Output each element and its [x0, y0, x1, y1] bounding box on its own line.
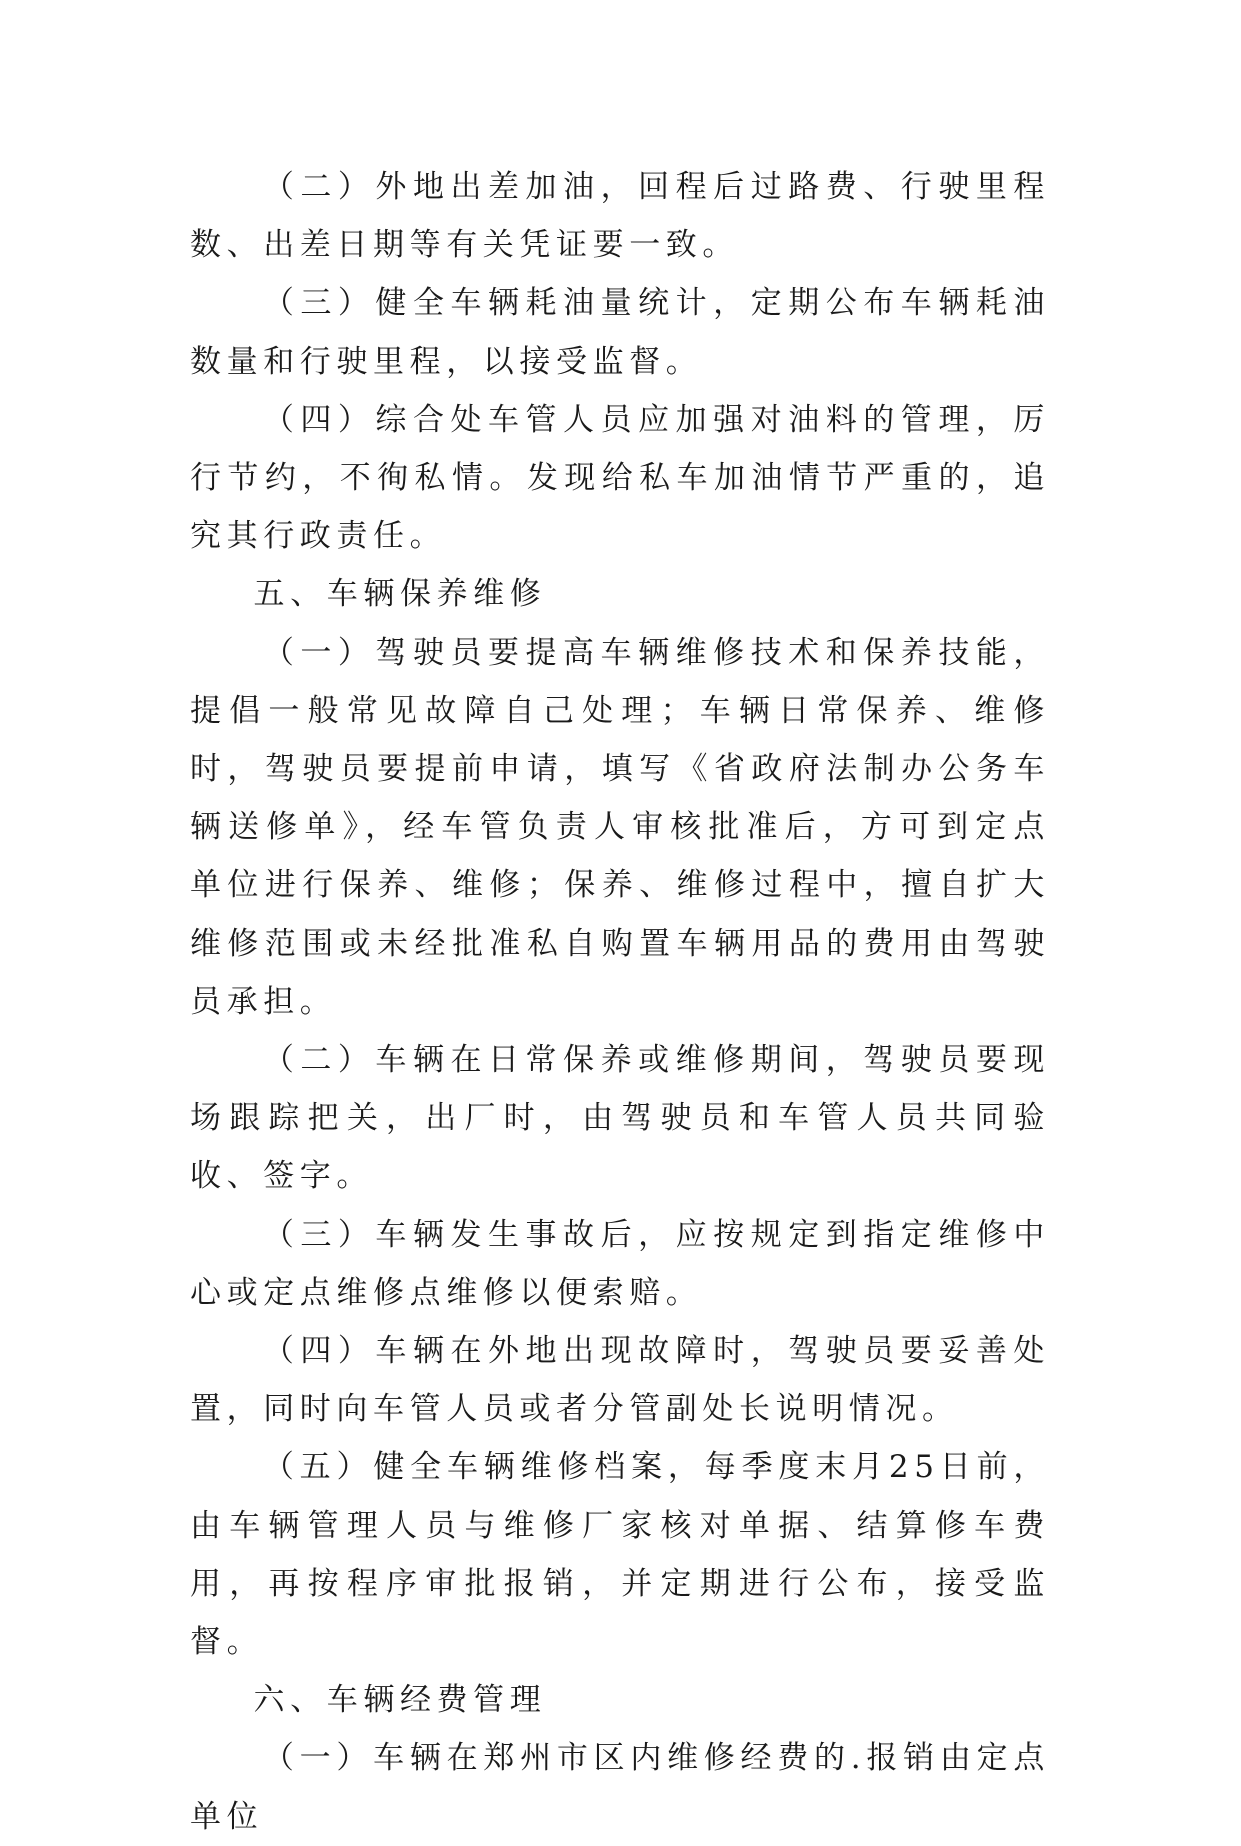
paragraph-fuel-management: （四）综合处车管人员应加强对油料的管理，厉行节约，不徇私情。发现给私车加油情节严重的，追究其行政责任。 [190, 401, 1050, 555]
paragraph-repair-reimbursement: （一）车辆在郑州市区内维修经费的.报销由定点单位 [190, 1740, 1050, 1835]
paragraph-fuel-travel-receipts: （二）外地出差加油，回程后过路费、行驶里程数、出差日期等有关凭证要一致。 [190, 169, 1050, 264]
paragraph-maintenance-records: （五）健全车辆维修档案，每季度末月25日前，由车辆管理人员与维修厂家核对单据、结算修车费用，再按程序审批报销，并定期进行公布，接受监督。 [190, 1449, 1050, 1661]
paragraph-accident-repair: （三）车辆发生事故后，应按规定到指定维修中心或定点维修点维修以便索赔。 [190, 1216, 1050, 1311]
paragraph-maintenance-application: （一）驾驶员要提高车辆维修技术和保养技能，提倡一般常见故障自己处理；车辆日常保养、维修时，驾驶员要提前申请，填写《省政府法制办公务车辆送修单》，经车管负责人审核批准后，方可到定点单位进行保养、维修；保养、维修过程中，擅自扩大维修范围或未经批准私自购置车辆用品的费用由驾驶员承担。 [190, 634, 1050, 1020]
paragraph-fuel-statistics: （三）健全车辆耗油量统计，定期公布车辆耗油数量和行驶里程，以接受监督。 [190, 285, 1050, 380]
section-heading-maintenance: 五、车辆保养维修 [253, 576, 547, 613]
paragraph-remote-breakdown: （四）车辆在外地出现故障时，驾驶员要妥善处置，同时向车管人员或者分管副处长说明情况。 [190, 1333, 1050, 1428]
paragraph-maintenance-supervision: （二）车辆在日常保养或维修期间，驾驶员要现场跟踪把关，出厂时，由驾驶员和车管人员共同验收、签字。 [190, 1042, 1050, 1195]
section-heading-expenses: 六、车辆经费管理 [253, 1682, 547, 1719]
document-body [190, 158, 1050, 1846]
